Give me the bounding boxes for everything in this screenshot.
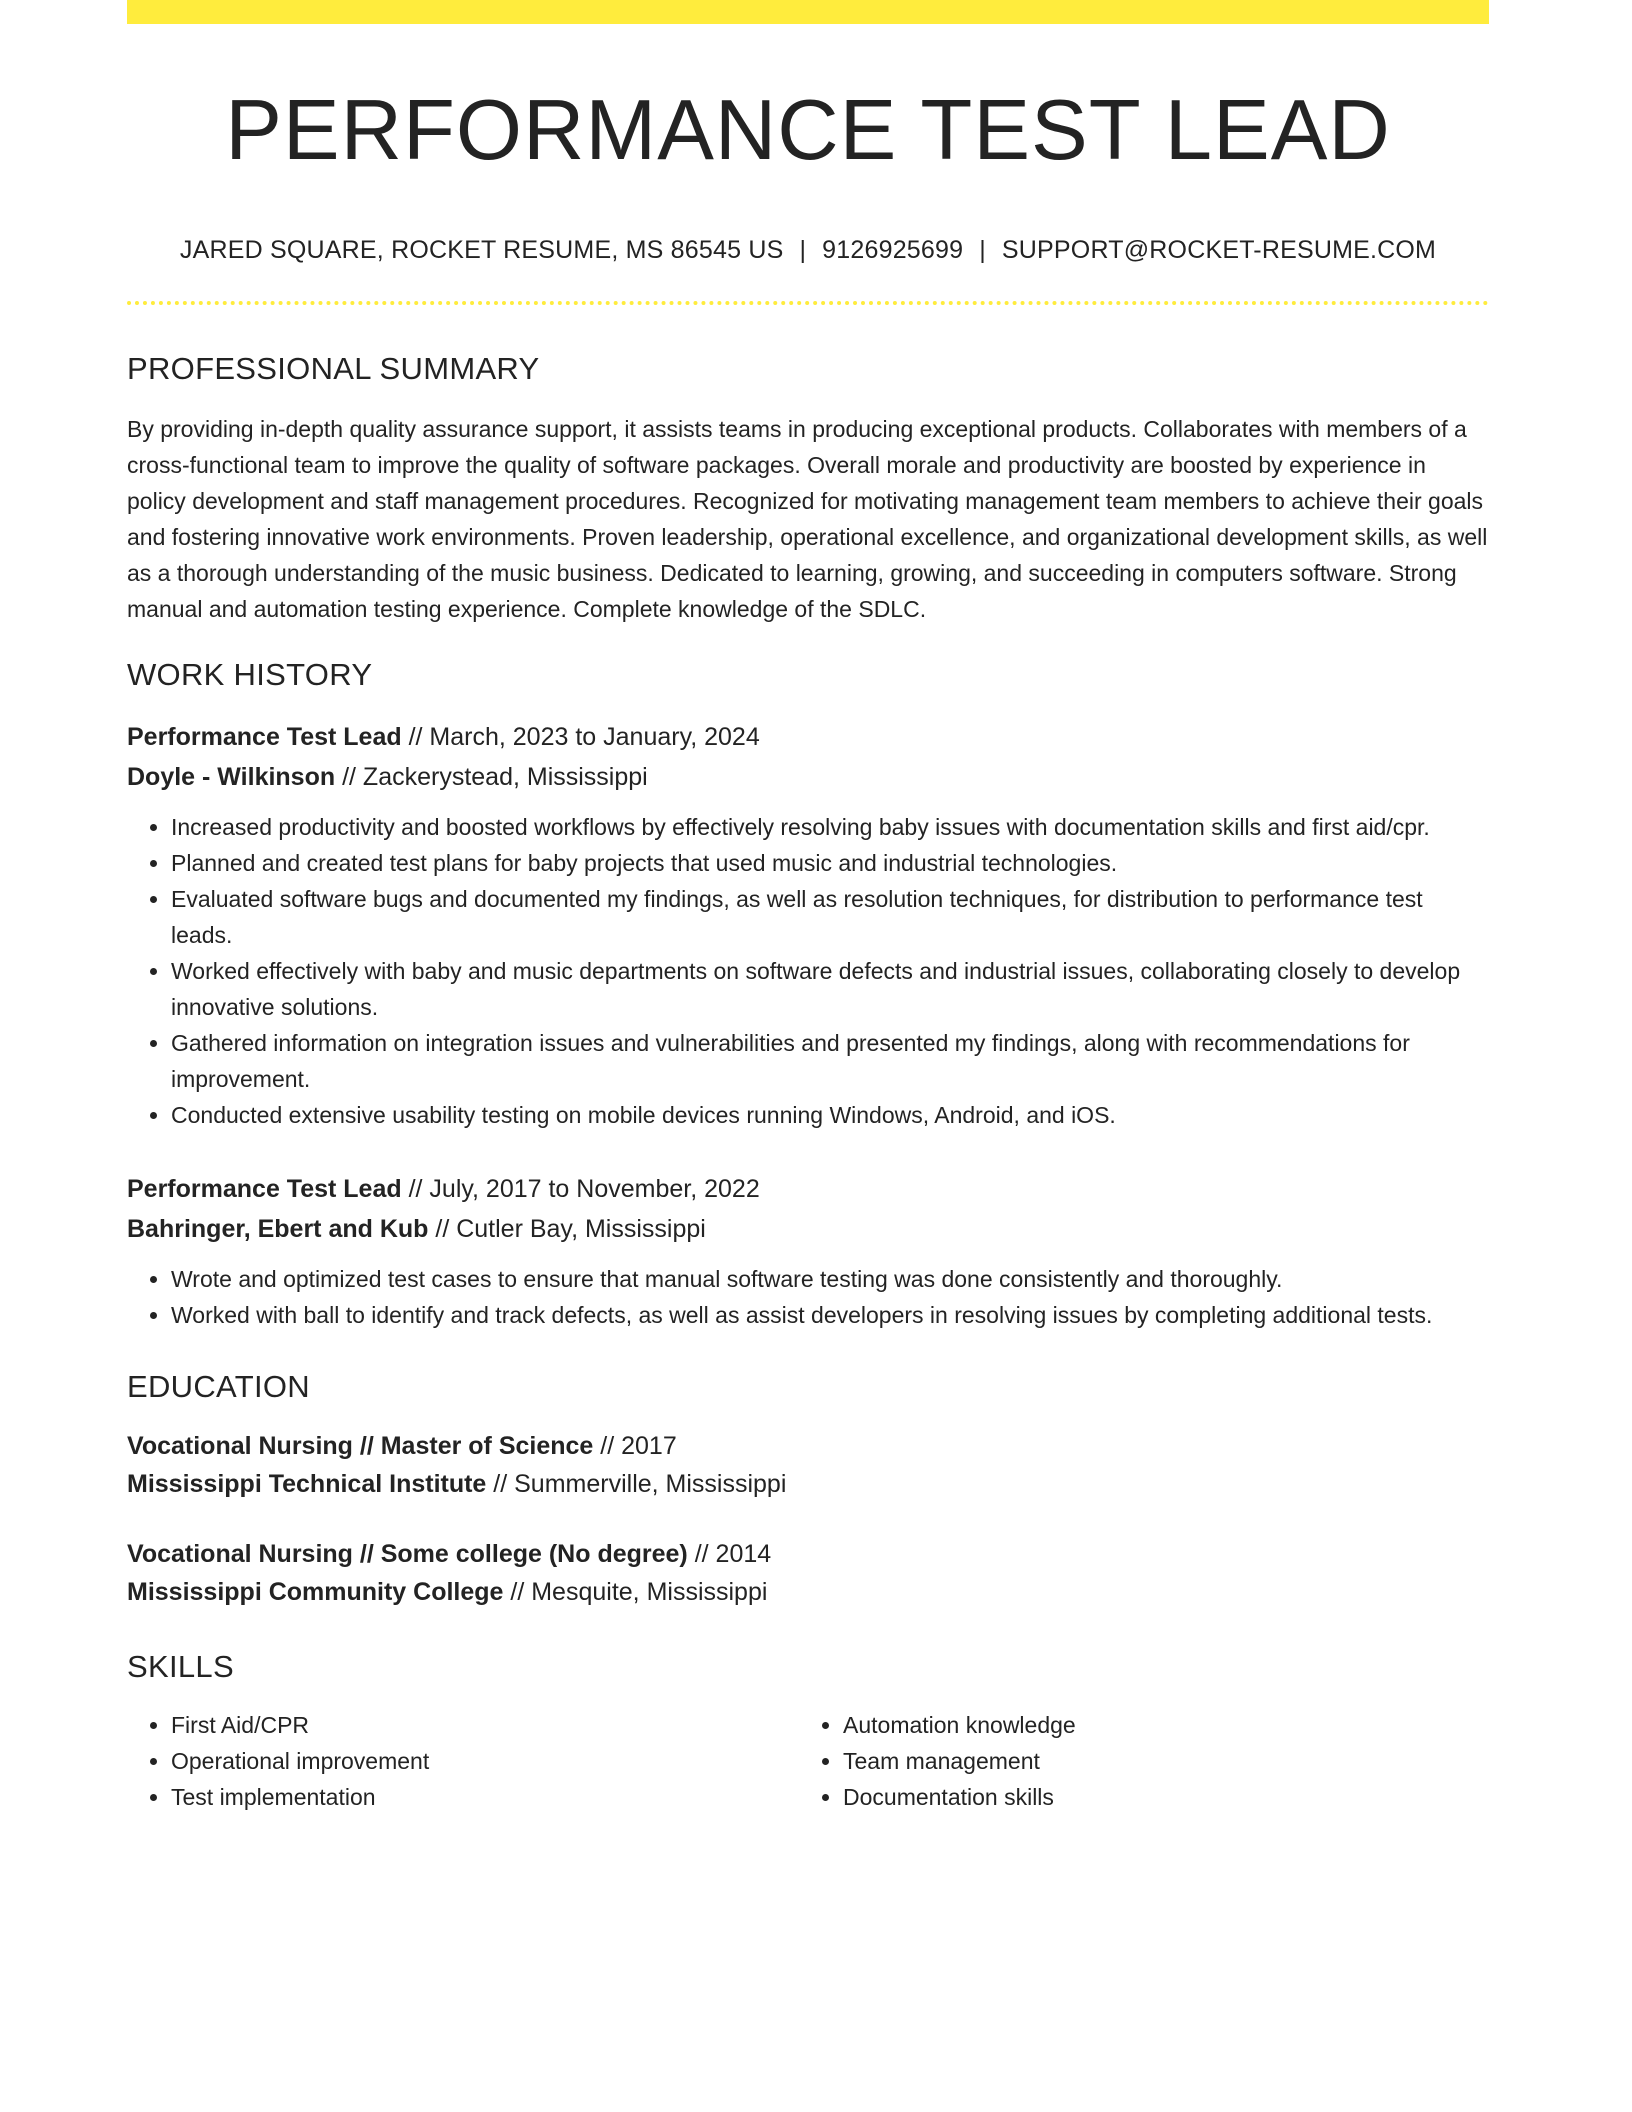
summary-heading: PROFESSIONAL SUMMARY: [127, 350, 540, 386]
job-bullets: [127, 809, 1489, 1133]
education-degree: Vocational Nursing // Some college (No degree): [127, 1539, 688, 1568]
job-entry: [127, 1169, 1489, 1333]
job-title-line: [127, 1169, 1489, 1209]
skills-grid: [127, 1707, 1489, 1815]
skill-item: • First Aid/CPR: [171, 1707, 799, 1743]
contact-separator: |: [979, 235, 986, 264]
skills-list-left: [127, 1707, 799, 1815]
education-entry: [127, 1535, 1489, 1611]
skill-item: • Test implementation: [171, 1779, 799, 1815]
education-degree: Vocational Nursing // Master of Science: [127, 1431, 594, 1460]
contact-address: JARED SQUARE, ROCKET RESUME, MS 86545 US: [179, 235, 784, 264]
job-title: Performance Test Lead: [127, 1174, 402, 1203]
job-bullet: • Wrote and optimized test cases to ensure that manual software testing was done consistently and thoroughly.: [171, 1261, 1489, 1297]
dotted-divider: [127, 301, 1489, 305]
job-location: // Zackerystead, Mississippi: [335, 762, 648, 791]
job-bullet: • Conducted extensive usability testing on mobile devices running Windows, Android, and iOS.: [171, 1097, 1489, 1133]
contact-line: [127, 236, 1489, 265]
job-bullet: • Planned and created test plans for baby projects that used music and industrial technologies.: [171, 845, 1489, 881]
job-bullet: • Increased productivity and boosted workflows by effectively resolving baby issues with documentation skills and first aid/cpr.: [171, 809, 1489, 845]
skill-item: • Documentation skills: [843, 1779, 1471, 1815]
job-company-line: [127, 757, 1489, 797]
education-degree-line: [127, 1427, 1489, 1465]
accent-top-bar: [127, 0, 1489, 24]
job-entry: [127, 717, 1489, 1133]
summary-text: By providing in-depth quality assurance support, it assists teams in producing exceptional products. Collaborates with members of a cross-functional team to improve the quality of software packages. Overall morale and productivity are boosted by experience in policy development and staff management procedures. Recognized for motivating management team members to achieve their goals and fostering innovative work environments. Proven leadership, operational excellence, and organizational development skills, as well as a thorough understanding of the music business. Dedicated to learning, growing, and succeeding in computers software. Strong manual and automation testing experience. Complete knowledge of the SDLC.: [127, 415, 1488, 622]
resume-page: [127, 0, 1489, 1815]
resume-title: PERFORMANCE TEST LEAD: [225, 83, 1391, 178]
contact-email: SUPPORT@ROCKET-RESUME.COM: [1001, 235, 1437, 264]
education-school: Mississippi Technical Institute: [127, 1469, 487, 1498]
job-bullets: [127, 1261, 1489, 1333]
work-history-heading: WORK HISTORY: [127, 656, 373, 692]
job-company: Doyle - Wilkinson: [127, 762, 336, 791]
job-title-line: [127, 717, 1489, 757]
skills-list-right: [799, 1707, 1471, 1815]
education-heading: EDUCATION: [127, 1368, 310, 1404]
education-year: // 2017: [593, 1431, 677, 1460]
job-title: Performance Test Lead: [127, 722, 402, 751]
job-company: Bahringer, Ebert and Kub: [127, 1214, 429, 1243]
education-school-line: [127, 1573, 1489, 1611]
education-location: // Summerville, Mississippi: [486, 1469, 787, 1498]
contact-separator: |: [799, 235, 807, 264]
skill-item: • Operational improvement: [171, 1743, 799, 1779]
skill-item: • Team management: [843, 1743, 1471, 1779]
job-bullet: • Worked effectively with baby and music departments on software defects and industrial issues, collaborating closely to develop innovative solutions.: [171, 953, 1489, 1025]
job-dates: // March, 2023 to January, 2024: [401, 722, 760, 751]
job-bullet: • Worked with ball to identify and track defects, as well as assist developers in resolving issues by completing additional tests.: [171, 1297, 1489, 1333]
contact-phone: 9126925699: [822, 235, 964, 264]
education-year: // 2014: [687, 1539, 772, 1568]
job-company-line: [127, 1209, 1489, 1249]
skill-item: • Automation knowledge: [843, 1707, 1471, 1743]
education-school: Mississippi Community College: [127, 1577, 504, 1606]
education-school-line: [127, 1465, 1489, 1503]
skills-heading: SKILLS: [127, 1648, 234, 1684]
job-location: // Cutler Bay, Mississippi: [428, 1214, 706, 1243]
education-degree-line: [127, 1535, 1489, 1573]
job-dates: // July, 2017 to November, 2022: [401, 1174, 760, 1203]
job-bullet: • Evaluated software bugs and documented my findings, as well as resolution techniques, for distribution to performance test leads.: [171, 881, 1489, 953]
job-bullet: • Gathered information on integration issues and vulnerabilities and presented my findings, along with recommendations for improvement.: [171, 1025, 1489, 1097]
education-location: // Mesquite, Mississippi: [503, 1577, 768, 1606]
education-entry: [127, 1427, 1489, 1503]
